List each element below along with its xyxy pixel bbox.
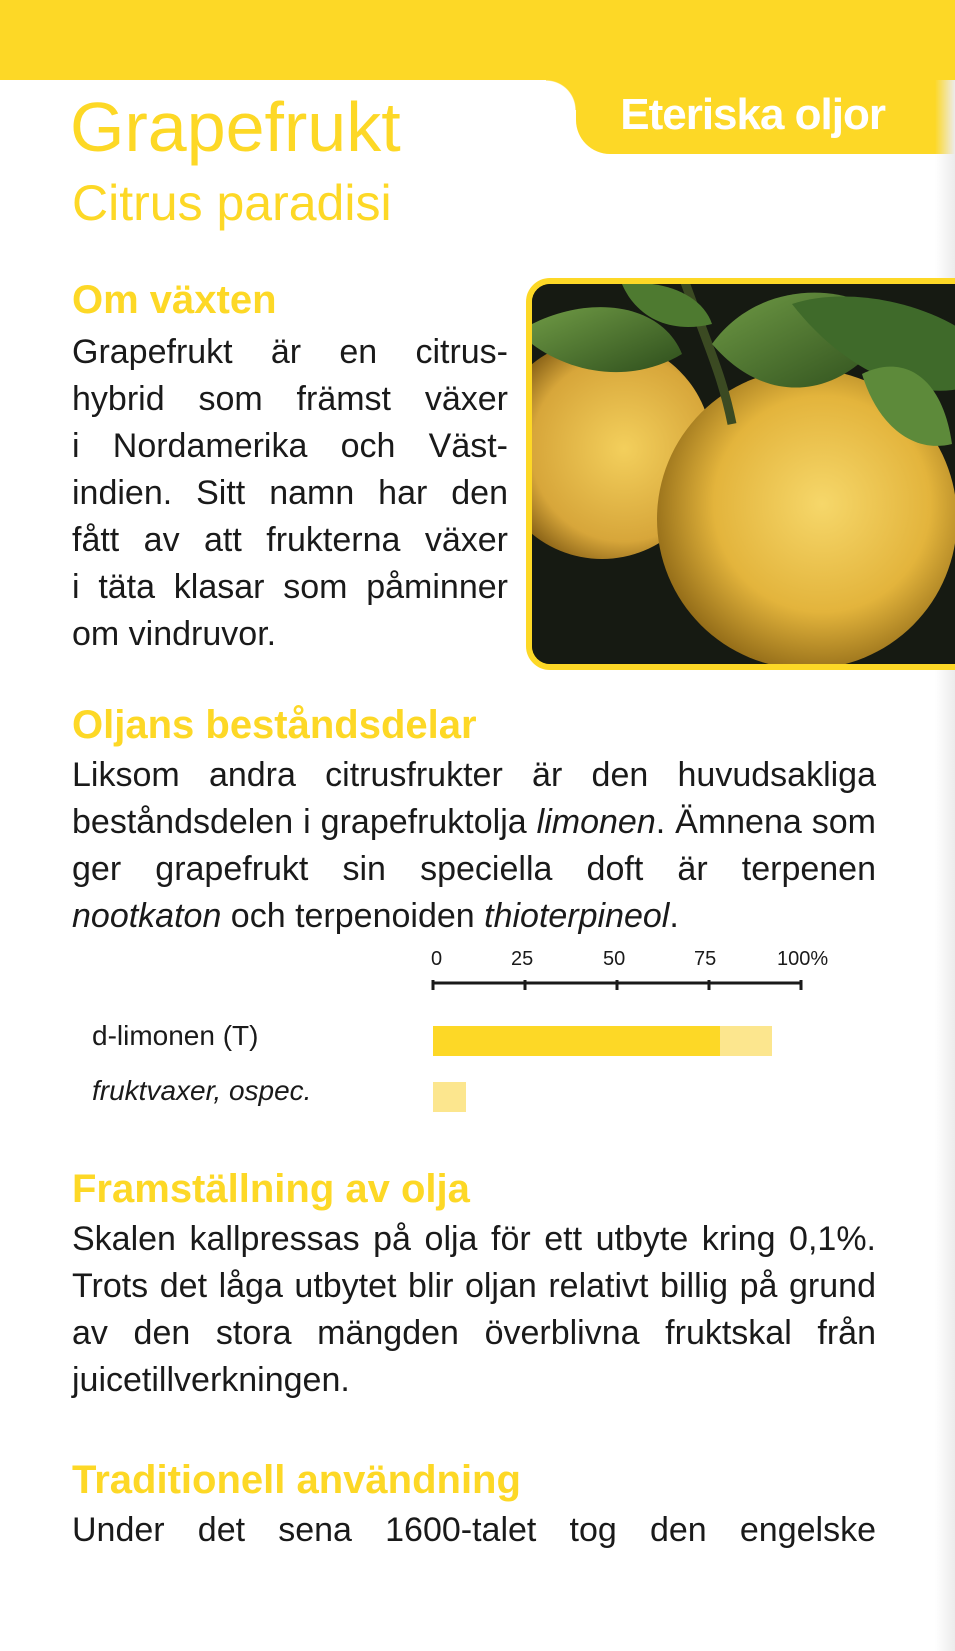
om-vaxten-text [72, 329, 508, 658]
text-line: indien. Sitt namn har den [72, 474, 508, 512]
text-line: om vindruvor. [72, 615, 277, 653]
heading-framstallning: Framställning av olja [72, 1167, 470, 1211]
text-line: i Nordamerika och Väst- [72, 427, 508, 465]
term-limonen: limonen [536, 803, 656, 841]
chart-bar-range [720, 1026, 772, 1056]
term-thioterpineol: thioterpineol [484, 897, 670, 935]
category-tab [576, 80, 955, 154]
heading-om-vaxten: Om växten [72, 278, 277, 322]
axis-tick-label: 0 [431, 948, 443, 970]
grapefruit-photo [526, 278, 955, 670]
text-line: Grapefrukt är en citrus- [72, 333, 508, 371]
category-label: Eteriska oljor [620, 90, 885, 139]
chart-axis [420, 950, 810, 990]
text-line: i täta klasar som påminner [72, 568, 508, 606]
text-segment: . Ämnena som ger grapefrukt sin speciella doft är terpenen [72, 803, 876, 888]
axis-tick-label: 75 [694, 948, 717, 970]
text-segment: . [669, 897, 679, 935]
text-line: fått av att frukterna växer [72, 521, 508, 559]
latin-name: Citrus paradisi [72, 175, 392, 231]
header-band [0, 0, 955, 80]
text-segment: och terpenoiden [221, 897, 485, 935]
text-line: hybrid som främst växer [72, 380, 508, 418]
chart-bar-range [433, 1082, 466, 1112]
heading-traditionell: Traditionell användning [72, 1458, 521, 1502]
page-title: Grapefrukt [70, 88, 401, 166]
framstallning-text: Skalen kallpressas på olja för ett utbyte kring 0,1%. Trots det låga utbytet blir oljan relativt billig på grund av den stora mängden överblivna fruktskal från juicetillverkningen. [72, 1220, 876, 1399]
grapefruit-illustration [532, 284, 955, 664]
bestandsdelar-text [72, 752, 876, 940]
axis-tick-label: 100% [777, 948, 829, 970]
axis-tick-label: 50 [603, 948, 626, 970]
term-nootkaton: nootkaton [72, 897, 222, 935]
chart-bar-solid [433, 1026, 720, 1056]
chart-category-label: d-limonen (T) [92, 1020, 259, 1051]
axis-tick-label: 25 [511, 948, 534, 970]
text-segment: Liksom andra citrusfrukter är den huvudsakliga beståndsdelen i grapefruktolja [72, 756, 876, 841]
chart-category-label: fruktvaxer, ospec. [92, 1075, 312, 1106]
traditionell-text: Under det sena 1600-talet tog den engelske [72, 1511, 876, 1549]
heading-bestandsdelar: Oljans beståndsdelar [72, 703, 477, 747]
